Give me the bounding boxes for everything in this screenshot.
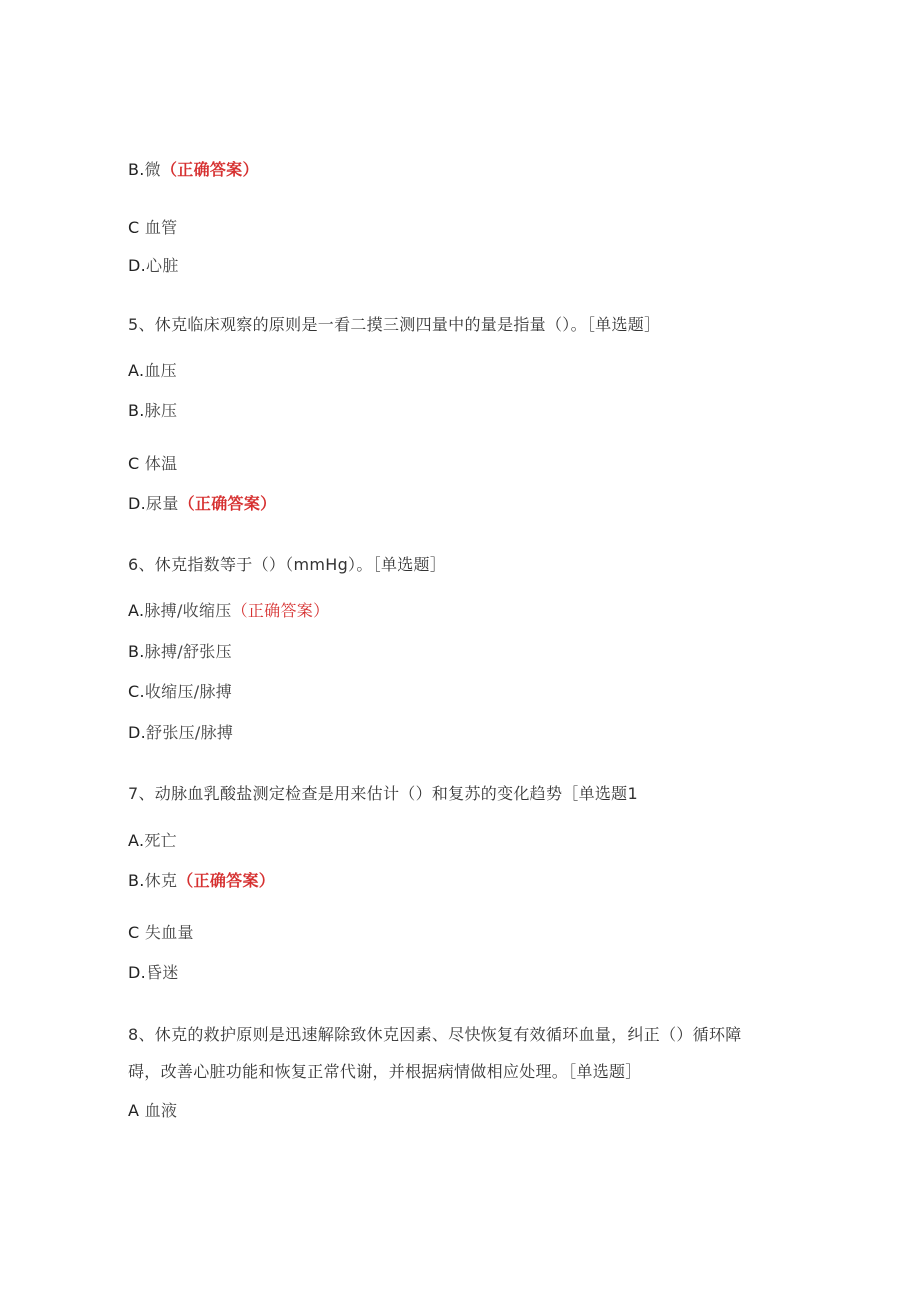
option-text: 心脏 [146,256,179,275]
option-label: B. [128,642,145,661]
option-text: 脉压 [144,401,178,420]
option-text: 微 [144,160,161,179]
option-label: A. [128,361,145,380]
question-8: 8、休克的救护原则是迅速解除致休克因素、尽快恢复有效循环血量，纠正（）循环障碍，改善心脏功能和恢复正常代谢，并根据病情做相应处理。［单选题］ [128,1025,742,1081]
option-d-q5 [128,494,276,514]
option-c-q7 [128,923,194,943]
option-text: 血压 [144,361,177,380]
option-a-q7 [128,831,177,851]
option-a-q6 [128,601,329,621]
option-label: A [128,1101,145,1120]
option-a-q8 [128,1101,177,1121]
correct-answer-mark: （正确答案） [177,871,276,890]
question-6: 6、休克指数等于（）（mmHg）。［单选题］ [128,555,447,574]
option-c-q6 [128,682,232,702]
option-label: D. [128,256,147,275]
option-label: B. [128,871,145,890]
question-7: 7、动脉血乳酸盐测定检查是用来估计（）和复苏的变化趋势［单选题1 [128,784,638,803]
option-label: B. [128,160,145,179]
option-label: D. [128,963,147,982]
option-d-q6 [128,723,233,743]
option-a-q5 [128,361,177,381]
option-label: D. [128,494,147,513]
option-b-q7 [128,871,275,891]
option-text: 死亡 [144,831,177,850]
option-c-q4 [128,218,177,238]
option-text: 昏迷 [146,963,179,982]
option-label: A. [128,601,145,620]
option-d-q4 [128,256,179,276]
option-label: C [128,218,145,237]
option-text: 收缩压/脉搏 [144,682,233,701]
question-5: 5、休克临床观察的原则是一看二摸三测四量中的量是指量（）。［单选题］ [128,315,661,334]
option-b-q4 [128,160,259,180]
option-label: A. [128,831,145,850]
correct-answer-mark: （正确答案） [231,601,330,620]
option-text: 血管 [144,218,178,237]
option-text: 尿量 [146,494,179,513]
option-label: C [128,923,145,942]
option-label: C. [128,682,145,701]
option-c-q5 [128,454,177,474]
option-text: 血液 [144,1101,178,1120]
option-b-q6 [128,642,232,662]
option-label: B. [128,401,145,420]
option-text: 脉搏/收缩压 [144,601,232,620]
option-b-q5 [128,401,177,421]
option-label: C [128,454,145,473]
option-d-q7 [128,963,179,983]
correct-answer-mark: （正确答案） [160,160,259,179]
option-text: 体温 [144,454,178,473]
option-text: 脉搏/舒张压 [144,642,232,661]
correct-answer-mark: （正确答案） [178,494,277,513]
option-text: 失血量 [144,923,194,942]
option-text: 休克 [144,871,178,890]
option-text: 舒张压/脉搏 [146,723,234,742]
option-label: D. [128,723,147,742]
